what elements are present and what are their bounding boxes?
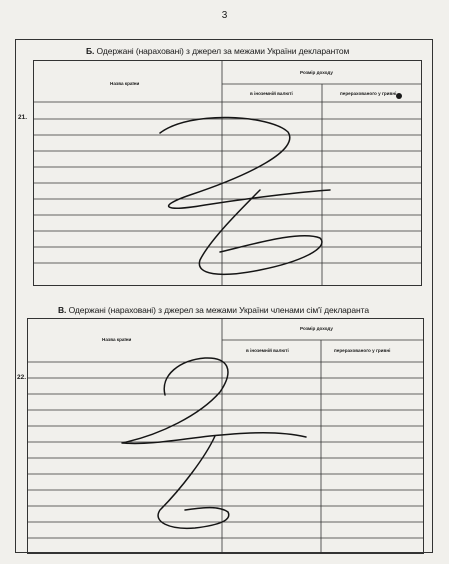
section-v-col-income: Розмір доходу <box>300 326 333 331</box>
section-v-row-number: 22. <box>17 374 27 381</box>
section-b-col-country: Назва країни <box>110 81 140 86</box>
section-v-col-uah: перерахованого у гривні <box>334 348 391 353</box>
section-b-col-income: Розмір доходу <box>300 70 333 75</box>
section-b-col-foreign: в іноземній валюті <box>250 91 293 96</box>
section-v-z-stroke <box>122 358 306 528</box>
section-b-title-text: Одержані (нараховані) з джерел за межами України декларантом <box>96 46 350 56</box>
section-v-title-text: Одержані (нараховані) з джерел за межами України членами сім'ї декларанта <box>68 305 369 315</box>
page-number: 3 <box>221 10 228 21</box>
section-b-letter: Б. <box>86 46 95 56</box>
section-b-col-uah: перерахованого у гривні <box>340 91 397 96</box>
section-v-col-foreign: в іноземній валюті <box>246 348 289 353</box>
section-v-col-country: Назва країни <box>102 337 132 342</box>
section-v-letter: В. <box>58 305 67 315</box>
section-b-row-number: 21. <box>18 114 28 121</box>
section-b-z-stroke <box>160 117 330 274</box>
